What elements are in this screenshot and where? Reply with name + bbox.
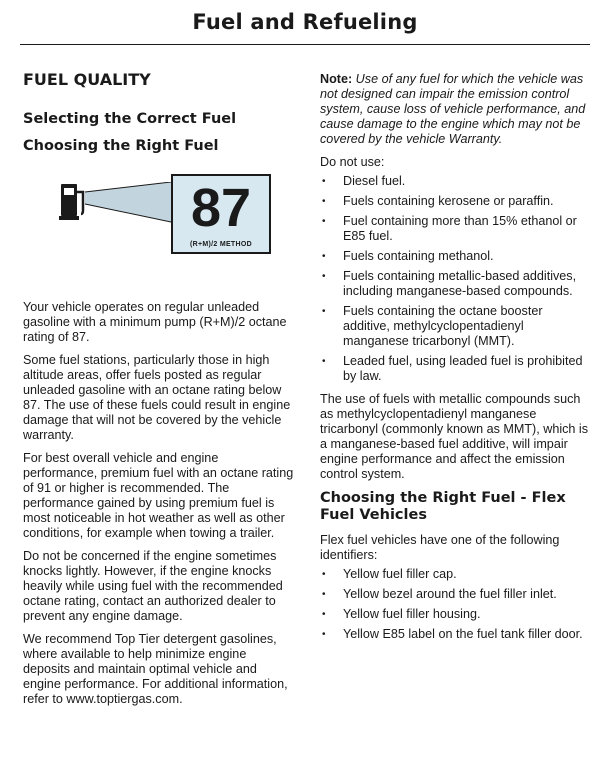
paragraph-metallic-compounds: The use of fuels with metallic compounds such as methylcyclopentadienyl manganese tricarbonyl (commonly known as MMT), which is a manganese-based fuel additive, will impair engine performance and affect the emission control system.: [320, 392, 589, 481]
list-item: • Fuels containing methanol.: [320, 249, 592, 264]
subheading-flex-fuel: Choosing the Right Fuel - Flex Fuel Vehicles: [320, 490, 566, 523]
note-label: Note:: [320, 72, 353, 86]
subheading-selecting-fuel: Selecting the Correct Fuel: [23, 111, 237, 127]
list-item: • Yellow E85 label on the fuel tank filler door.: [320, 627, 592, 642]
note-text: Use of any fuel for which the vehicle was not designed can impair the emission control system, cause loss of vehicle performance, and cause damage to the engine which may not be covered by the vehicle Warranty.: [320, 72, 586, 146]
paragraph-engine-knock: Do not be concerned if the engine sometimes knocks lightly. However, if the engine knocks heavily while using fuel with the recommended octane rating, contact an authorized dealer to prevent any engine damage.: [23, 549, 283, 624]
list-item: • Leaded fuel, using leaded fuel is prohibited by law.: [320, 354, 592, 384]
paragraph-top-tier: We recommend Top Tier detergent gasolines, where available to help minimize engine deposits and maintain optimal vehicle and engine performance. For additional information, refer to www.toptiergas.com.: [23, 632, 288, 707]
list-item: • Diesel fuel.: [320, 174, 592, 189]
list-item: • Fuel containing more than 15% ethanol or E85 fuel.: [320, 214, 592, 244]
octane-method-label: (R+M)/2 METHOD: [190, 241, 252, 249]
left-column: [23, 70, 295, 715]
note-paragraph: [320, 72, 592, 147]
paragraph-flex-intro: Flex fuel vehicles have one of the following identifiers:: [320, 533, 560, 563]
paragraph-regular-unleaded: Your vehicle operates on regular unleaded gasoline with a minimum pump (R+M)/2 octane rating of 87.: [23, 300, 287, 345]
octane-value: 87: [190, 178, 252, 239]
list-item: • Fuels containing metallic-based additives, including manganese-based compounds.: [320, 269, 592, 299]
subheading-choosing-fuel: Choosing the Right Fuel: [23, 137, 219, 154]
do-not-use-list: [320, 174, 592, 384]
fuel-pump-icon: [59, 182, 175, 242]
header-divider: [20, 44, 590, 45]
list-item: • Fuels containing kerosene or paraffin.: [320, 194, 592, 209]
section-title-fuel-quality: FUEL QUALITY: [23, 70, 151, 89]
octane-rating-figure: [23, 166, 295, 268]
paragraph-high-altitude: Some fuel stations, particularly those in high altitude areas, offer fuels posted as regular unleaded gasoline with an octane rating below 87. The use of these fuels could result in engine damage that will not be covered by the vehicle warranty.: [23, 353, 291, 443]
page-header: [0, 0, 610, 40]
paragraph-premium-fuel: For best overall vehicle and engine performance, premium fuel with an octane rating of 91 or higher is recommended. The performance gained by using premium fuel is most noticeable in hot weather as well as other conditions, for example when towing a trailer.: [23, 451, 294, 541]
list-item: • Yellow bezel around the fuel filler inlet.: [320, 587, 592, 602]
page-title: Fuel and Refueling: [192, 10, 418, 34]
list-item: • Fuels containing the octane booster additive, methylcyclopentadienyl manganese tricarbonyl (MMT).: [320, 304, 592, 349]
flex-identifiers-list: [320, 567, 592, 642]
do-not-use-label: Do not use:: [320, 155, 385, 169]
list-item: • Yellow fuel filler housing.: [320, 607, 592, 622]
right-column: [320, 72, 592, 650]
list-item: • Yellow fuel filler cap.: [320, 567, 592, 582]
octane-panel: [171, 174, 271, 254]
